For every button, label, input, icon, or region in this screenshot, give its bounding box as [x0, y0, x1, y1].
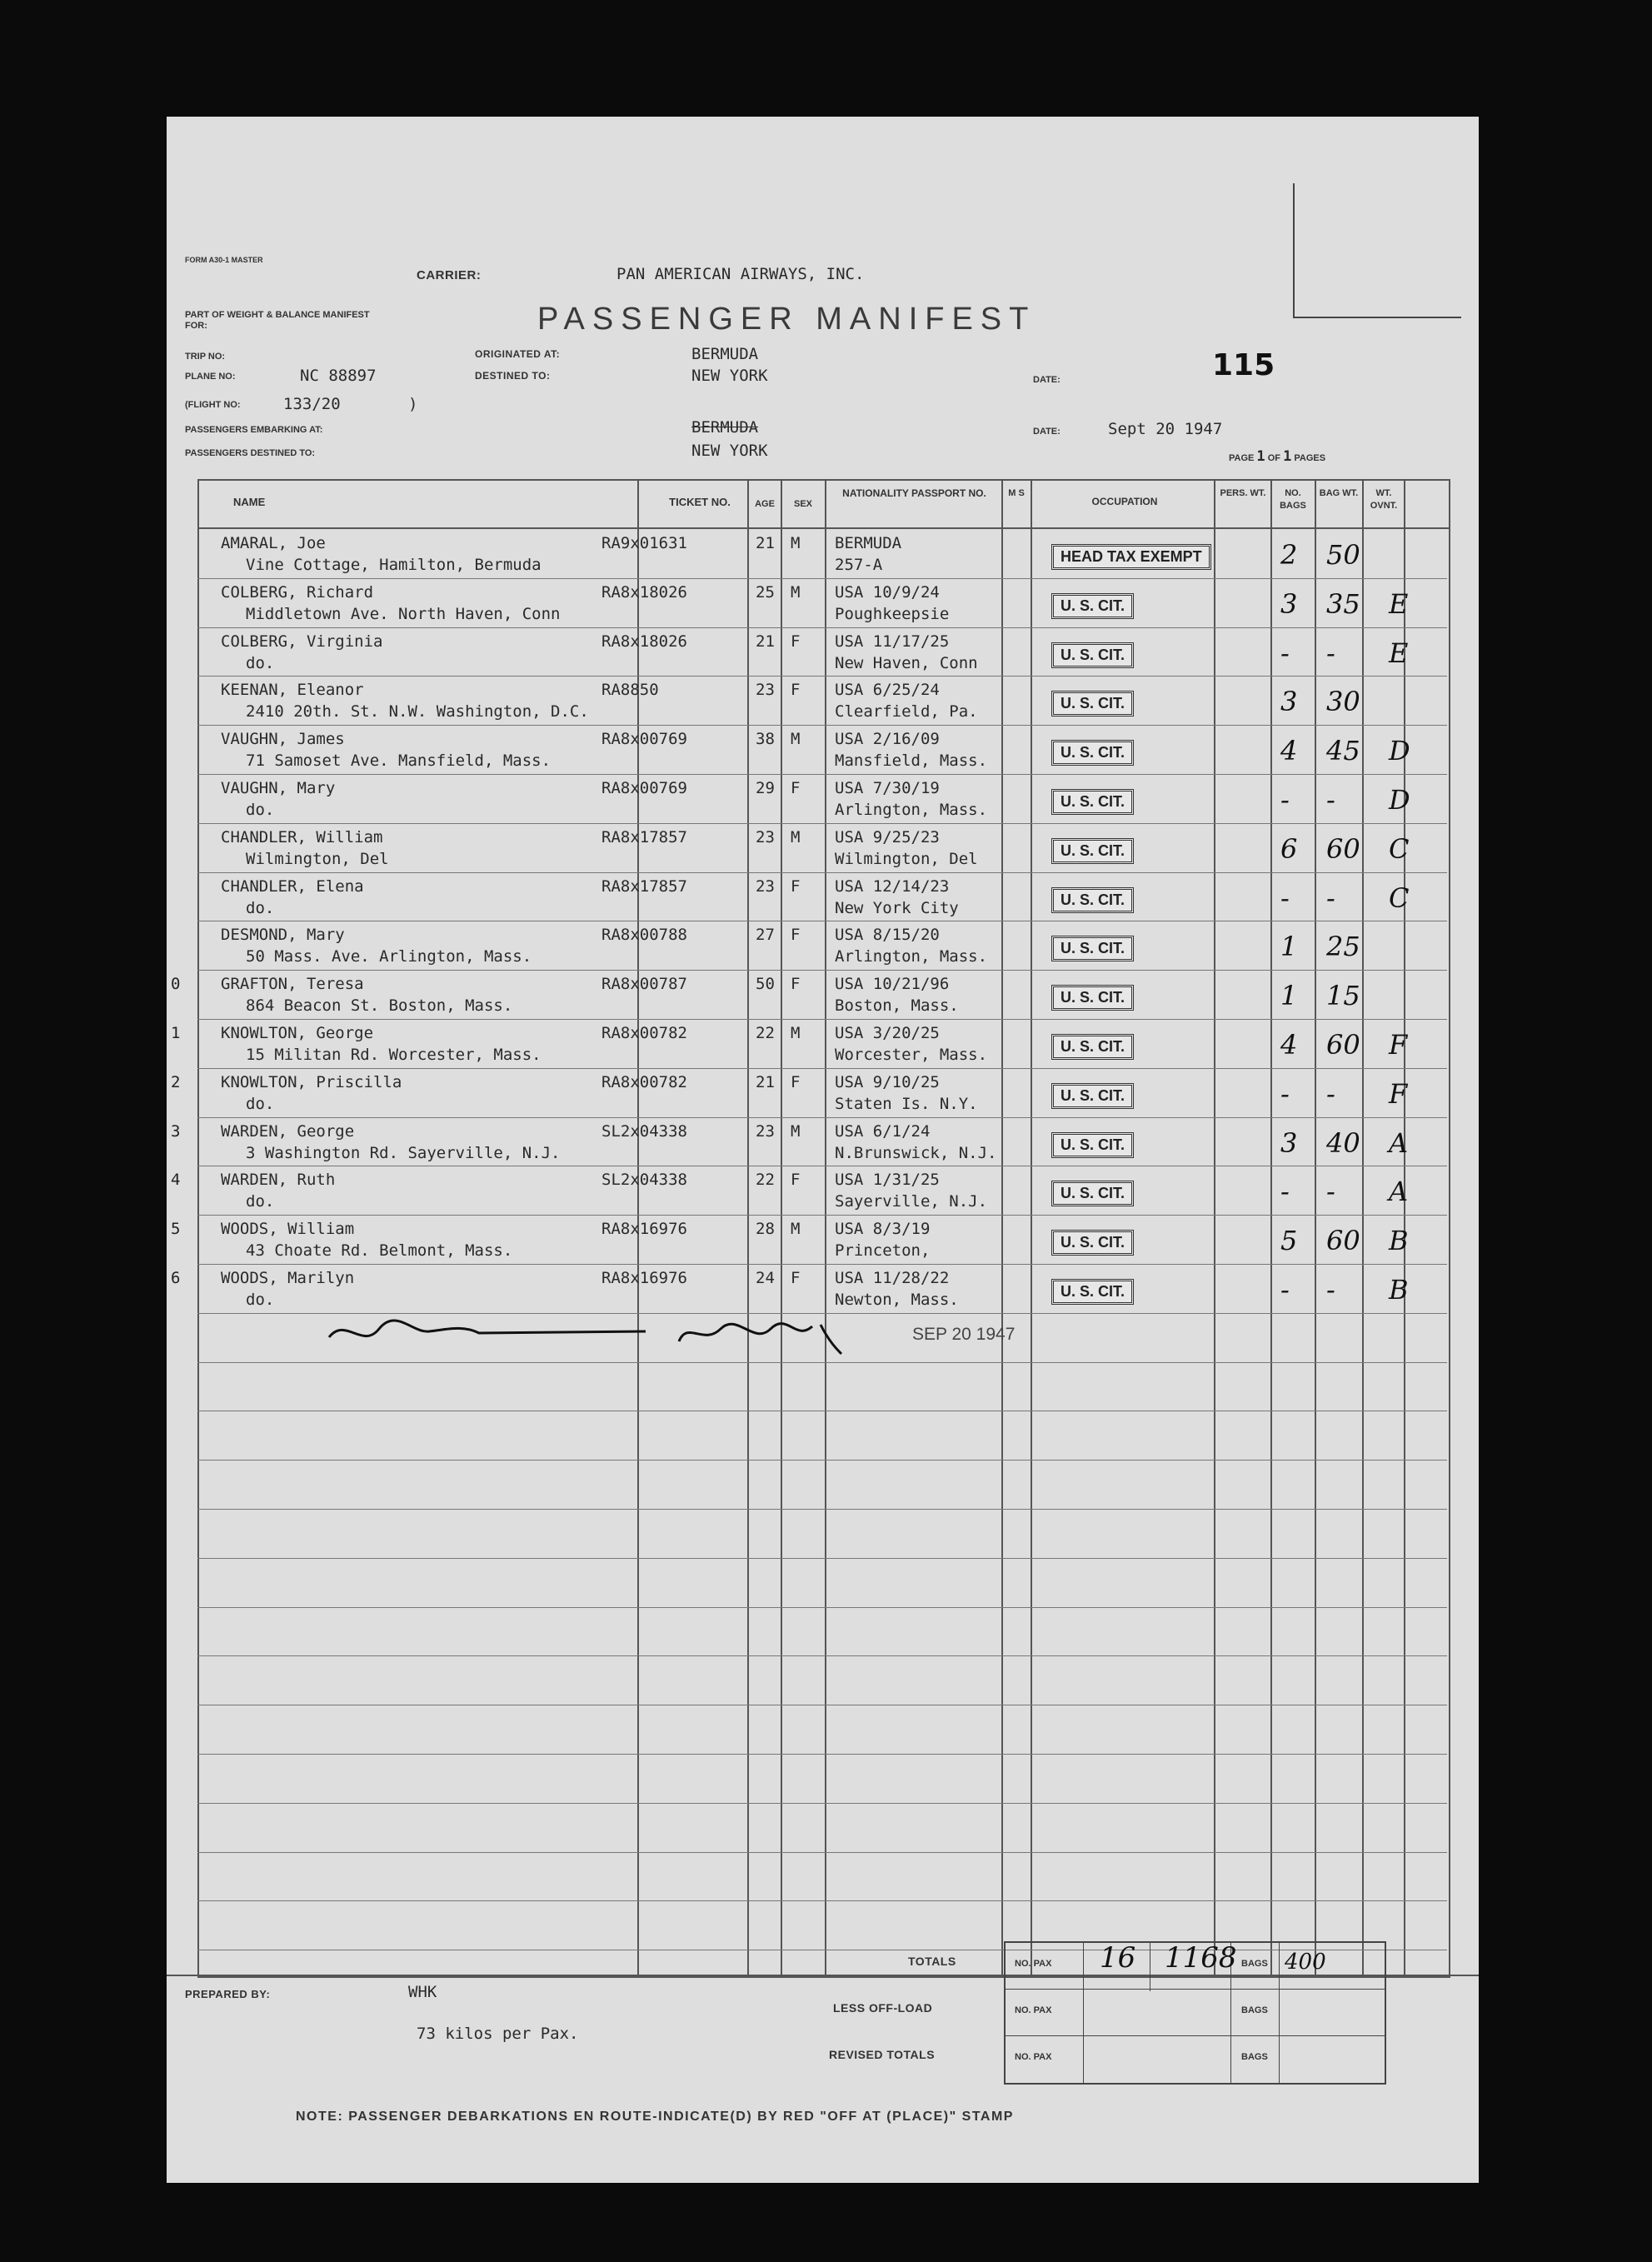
overnight-code: E: [1389, 587, 1409, 620]
birthplace: Staten Is. N.Y.: [835, 1094, 978, 1113]
no-pax-label-3: NO. PAX: [1015, 2052, 1052, 2062]
nationality: USA 12/14/23: [835, 876, 950, 896]
bag-count: -: [1280, 784, 1290, 816]
passenger-sex: F: [791, 926, 801, 945]
passenger-address: Vine Cottage, Hamilton, Bermuda: [246, 556, 542, 574]
passenger-age: 38: [756, 730, 775, 749]
row-number: 3: [171, 1121, 181, 1141]
prepared-label: PREPARED BY:: [185, 1988, 271, 2000]
birthplace: Newton, Mass.: [835, 1291, 959, 1309]
ticket-number: RA8x17857: [601, 827, 687, 846]
ticket-number: RA8x18026: [601, 632, 687, 651]
ticket-number: RA8x00769: [601, 730, 687, 749]
ticket-number: RA8x00769: [601, 779, 687, 797]
passenger-age: 23: [756, 876, 775, 896]
citizenship-stamp: U. S. CIT.: [1051, 1230, 1134, 1256]
birthplace: Wilmington, Del: [835, 849, 978, 868]
row-number: 5: [171, 1220, 181, 1239]
citizenship-stamp: U. S. CIT.: [1051, 740, 1134, 766]
overnight-code: D: [1389, 784, 1410, 816]
birthplace: Sayerville, N.J.: [835, 1192, 988, 1211]
passenger-name: KNOWLTON, George: [221, 1024, 374, 1042]
bag-weight: 35: [1326, 587, 1360, 620]
passenger-name: COLBERG, Virginia: [221, 632, 383, 651]
nationality: USA 3/20/25: [835, 1024, 940, 1042]
passenger-address: do.: [246, 653, 275, 672]
signature-date-stamp: SEP 20 1947: [912, 1325, 1016, 1344]
bag-count: 3: [1280, 587, 1298, 620]
passenger-address: 50 Mass. Ave. Arlington, Mass.: [246, 947, 532, 966]
ticket-number: RA8x16976: [601, 1220, 687, 1239]
bag-weight: -: [1326, 1176, 1335, 1208]
nationality: USA 2/16/09: [835, 730, 940, 749]
passenger-address: do.: [246, 1192, 275, 1211]
bag-weight: 40: [1326, 1126, 1360, 1159]
passenger-address: 15 Militan Rd. Worcester, Mass.: [246, 1046, 542, 1064]
nationality: USA 9/25/23: [835, 827, 940, 846]
bag-weight: 15: [1326, 980, 1360, 1012]
table-row: [197, 823, 1447, 871]
bag-weight: 60: [1326, 1225, 1360, 1257]
passenger-sex: M: [791, 534, 801, 552]
passenger-address: 2410 20th. St. N.W. Washington, D.C.: [246, 702, 589, 722]
table-rule-line: [197, 1558, 1447, 1559]
citizenship-stamp: U. S. CIT.: [1051, 1083, 1134, 1109]
passenger-age: 24: [756, 1269, 775, 1287]
passenger-address: Middletown Ave. North Haven, Conn: [246, 604, 561, 623]
passenger-name: WOODS, William: [221, 1220, 355, 1239]
col-header-name: NAME: [233, 496, 266, 508]
bags-label-1: BAGS: [1241, 1959, 1268, 1969]
passenger-sex: F: [791, 1269, 801, 1287]
form-code: FORM A30-1 MASTER: [185, 256, 263, 264]
bag-weight: 60: [1326, 832, 1360, 865]
bag-weight: -: [1326, 637, 1335, 669]
col-header-occupation: OCCUPATION: [1091, 496, 1158, 507]
passenger-name: VAUGHN, James: [221, 730, 345, 749]
table-rule-line: [197, 1803, 1447, 1804]
citizenship-stamp: U. S. CIT.: [1051, 936, 1134, 961]
corner-box: [1293, 183, 1461, 318]
table-rule-line: [197, 1460, 1447, 1461]
no-pax-label-2: NO. PAX: [1015, 2005, 1052, 2015]
passenger-sex: F: [791, 876, 801, 896]
birthplace: 257-A: [835, 556, 883, 574]
passenger-age: 29: [756, 779, 775, 797]
nationality: USA 7/30/19: [835, 779, 940, 797]
birthplace: N.Brunswick, N.J.: [835, 1143, 997, 1162]
passenger-name: WARDEN, George: [221, 1121, 355, 1141]
pages-label: PAGES: [1294, 453, 1326, 463]
ticket-number: RA9x01631: [601, 534, 687, 552]
overnight-code: B: [1389, 1225, 1409, 1257]
flight-no-paren: ): [408, 395, 418, 413]
passenger-name: GRAFTON, Teresa: [221, 975, 364, 994]
passenger-sex: F: [791, 975, 801, 994]
row-number: 4: [171, 1171, 181, 1190]
embarking-label: PASSENGERS EMBARKING AT:: [185, 425, 323, 435]
passenger-name: DESMOND, Mary: [221, 926, 345, 945]
overnight-code: D: [1389, 735, 1410, 767]
pages-total: 1: [1283, 448, 1292, 465]
bag-count: -: [1280, 1274, 1290, 1306]
birthplace: New Haven, Conn: [835, 653, 978, 672]
manifest-number: 115: [1212, 348, 1275, 382]
total-weight: 1168: [1165, 1941, 1237, 1975]
plane-no-value: NC 88897: [300, 367, 377, 385]
passenger-sex: F: [791, 632, 801, 651]
footer-note: NOTE: PASSENGER DEBARKATIONS EN ROUTE-INDICATE(D) BY RED "OFF AT (PLACE)" STAMP: [296, 2110, 1014, 2124]
manifest-sheet: [167, 117, 1479, 2183]
passenger-address: 71 Samoset Ave. Mansfield, Mass.: [246, 752, 551, 771]
overnight-code: C: [1389, 881, 1410, 914]
passenger-age: 25: [756, 582, 775, 602]
passenger-sex: F: [791, 681, 801, 700]
less-offload-label: LESS OFF-LOAD: [833, 2001, 933, 2015]
table-row: [197, 921, 1447, 969]
col-header-bag-wt: BAG WT.: [1319, 488, 1359, 498]
col-header-ms: M S: [1008, 488, 1025, 498]
signature: [321, 1308, 904, 1366]
nationality: USA 10/21/96: [835, 975, 950, 994]
row-number: 2: [171, 1072, 181, 1091]
bag-count: 5: [1280, 1225, 1298, 1257]
passenger-sex: M: [791, 1024, 801, 1042]
ticket-number: RA8x18026: [601, 582, 687, 602]
ticket-number: SL2x04338: [601, 1171, 687, 1190]
overnight-code: F: [1389, 1077, 1408, 1110]
col-header-wt-ovnt: WT. OVNT.: [1370, 488, 1398, 511]
embarking-value: BERMUDA: [691, 418, 759, 437]
table-row: [171, 1019, 1447, 1067]
bag-weight: 25: [1326, 931, 1360, 963]
prepared-by: WHK: [408, 1983, 437, 2001]
ticket-number: RA8x00787: [601, 975, 687, 994]
passenger-address: 3 Washington Rd. Sayerville, N.J.: [246, 1143, 561, 1162]
table-row: [197, 627, 1447, 676]
bags-label-2: BAGS: [1241, 2005, 1268, 2015]
originated-value: BERMUDA: [691, 345, 759, 363]
col-header-nationality: NATIONALITY PASSPORT NO.: [842, 487, 986, 499]
bag-count: 1: [1280, 980, 1298, 1012]
birthplace: Mansfield, Mass.: [835, 752, 988, 771]
bag-count: -: [1280, 881, 1290, 914]
citizenship-stamp: U. S. CIT.: [1051, 1132, 1134, 1158]
passenger-name: CHANDLER, William: [221, 827, 383, 846]
kilos-note: 73 kilos per Pax.: [417, 2025, 579, 2043]
birthplace: New York City: [835, 898, 959, 917]
nationality: USA 6/1/24: [835, 1121, 931, 1141]
bag-count: -: [1280, 1176, 1290, 1208]
passenger-name: COLBERG, Richard: [221, 582, 374, 602]
row-number: 0: [171, 975, 181, 994]
nationality: USA 1/31/25: [835, 1171, 940, 1190]
passenger-age: 22: [756, 1171, 775, 1190]
passenger-sex: M: [791, 730, 801, 749]
passenger-sex: M: [791, 1121, 801, 1141]
row-number: 1: [171, 1024, 181, 1042]
overnight-code: A: [1389, 1176, 1409, 1208]
passenger-address: do.: [246, 1291, 275, 1309]
passenger-name: VAUGHN, Mary: [221, 779, 336, 797]
passenger-age: 23: [756, 681, 775, 700]
totals-col-divider: [1083, 1941, 1084, 2083]
bag-count: 3: [1280, 1126, 1298, 1159]
birthplace: Poughkeepsie: [835, 604, 950, 623]
passenger-age: 23: [756, 1121, 775, 1141]
table-row: [171, 1166, 1447, 1214]
citizenship-stamp: U. S. CIT.: [1051, 887, 1134, 913]
nationality: USA 10/9/24: [835, 582, 940, 602]
citizenship-stamp: HEAD TAX EXEMPT: [1051, 544, 1211, 570]
overnight-code: F: [1389, 1029, 1408, 1061]
passenger-sex: F: [791, 779, 801, 797]
flight-no-value: 133/20: [283, 395, 341, 413]
page-indicator: [1229, 448, 1325, 465]
nationality: USA 11/28/22: [835, 1269, 950, 1287]
totals-row-divider: [1004, 2035, 1385, 2036]
table-rule-line: [197, 1900, 1447, 1901]
passenger-age: 28: [756, 1220, 775, 1239]
birthplace: Worcester, Mass.: [835, 1046, 988, 1064]
passenger-address: do.: [246, 898, 275, 917]
bag-count: 1: [1280, 931, 1298, 963]
nationality: USA 8/3/19: [835, 1220, 931, 1239]
citizenship-stamp: U. S. CIT.: [1051, 789, 1134, 815]
table-row: [171, 1068, 1447, 1116]
table-row: [197, 676, 1447, 724]
bag-count: 2: [1280, 539, 1298, 571]
passenger-sex: F: [791, 1072, 801, 1091]
table-row: [171, 970, 1447, 1018]
overnight-code: B: [1389, 1274, 1409, 1306]
bag-weight: 50: [1326, 539, 1360, 571]
passenger-sex: M: [791, 1220, 801, 1239]
page-label: PAGE: [1229, 453, 1255, 463]
ticket-number: RA8x00782: [601, 1024, 687, 1042]
signature-scribble-icon: [321, 1308, 904, 1358]
table-rule-line: [197, 1754, 1447, 1755]
nationality: USA 11/17/25: [835, 632, 950, 651]
passenger-address: Wilmington, Del: [246, 849, 389, 868]
nationality: USA 9/10/25: [835, 1072, 940, 1091]
table-row: [197, 529, 1447, 577]
citizenship-stamp: U. S. CIT.: [1051, 593, 1134, 619]
table-rule-line: [197, 1852, 1447, 1853]
page-number: 1: [1256, 448, 1265, 465]
birthplace: Boston, Mass.: [835, 996, 959, 1016]
bag-count: -: [1280, 1077, 1290, 1110]
no-pax-label-1: NO. PAX: [1015, 1959, 1052, 1969]
birthplace: Arlington, Mass.: [835, 947, 988, 966]
birthplace: Arlington, Mass.: [835, 801, 988, 819]
bag-count: 4: [1280, 735, 1298, 767]
passenger-address: 43 Choate Rd. Belmont, Mass.: [246, 1241, 513, 1261]
table-row: [197, 774, 1447, 822]
ticket-number: RA8x00788: [601, 926, 687, 945]
date2-value: Sept 20 1947: [1108, 420, 1223, 438]
bag-weight: -: [1326, 1274, 1335, 1306]
passenger-age: 22: [756, 1024, 775, 1042]
overnight-code: C: [1389, 832, 1410, 865]
carrier-name: PAN AMERICAN AIRWAYS, INC.: [616, 265, 865, 283]
citizenship-stamp: U. S. CIT.: [1051, 1279, 1134, 1305]
table-rule-line: [197, 1607, 1447, 1608]
plane-no-label: PLANE NO:: [185, 372, 236, 382]
date2-label: DATE:: [1033, 427, 1061, 437]
ticket-number: RA8x17857: [601, 876, 687, 896]
revised-totals-label: REVISED TOTALS: [829, 2048, 936, 2061]
passenger-sex: M: [791, 582, 801, 602]
total-bags: 400: [1285, 1950, 1326, 1975]
ticket-number: RA8x00782: [601, 1072, 687, 1091]
part-of-label: PART OF WEIGHT & BALANCE MANIFEST FOR:: [185, 310, 370, 331]
bags-label-3: BAGS: [1241, 2052, 1268, 2062]
nationality: BERMUDA: [835, 534, 902, 552]
table-rule-line: [197, 1655, 1447, 1656]
passenger-age: 50: [756, 975, 775, 994]
destined-label: DESTINED TO:: [475, 370, 551, 382]
citizenship-stamp: U. S. CIT.: [1051, 985, 1134, 1011]
overnight-code: A: [1389, 1126, 1409, 1159]
table-row: [197, 578, 1447, 627]
table-row: [197, 725, 1447, 773]
bag-weight: -: [1326, 784, 1335, 816]
nationality: USA 6/25/24: [835, 681, 940, 700]
passenger-age: 21: [756, 1072, 775, 1091]
citizenship-stamp: U. S. CIT.: [1051, 691, 1134, 717]
bag-weight: 30: [1326, 686, 1360, 718]
bag-weight: 45: [1326, 735, 1360, 767]
bag-weight: -: [1326, 881, 1335, 914]
citizenship-stamp: U. S. CIT.: [1051, 642, 1134, 668]
overnight-code: E: [1389, 637, 1409, 669]
passenger-address: do.: [246, 801, 275, 819]
passenger-name: WOODS, Marilyn: [221, 1269, 355, 1287]
citizenship-stamp: U. S. CIT.: [1051, 838, 1134, 864]
trip-no-label: TRIP NO:: [185, 352, 226, 362]
totals-col-divider: [1279, 1941, 1280, 2083]
bag-weight: -: [1326, 1077, 1335, 1110]
bag-count: 4: [1280, 1029, 1298, 1061]
destined-pax-value: NEW YORK: [691, 442, 768, 460]
flight-no-label: (FLIGHT NO:: [185, 400, 241, 410]
col-header-sex: SEX: [793, 499, 812, 509]
row-number: 6: [171, 1269, 181, 1287]
passenger-sex: M: [791, 827, 801, 846]
passenger-age: 27: [756, 926, 775, 945]
passenger-name: CHANDLER, Elena: [221, 876, 364, 896]
col-header-no-bags: NO. BAGS: [1280, 488, 1306, 511]
passenger-age: 21: [756, 632, 775, 651]
total-pax: 16: [1100, 1941, 1136, 1975]
passenger-name: WARDEN, Ruth: [221, 1171, 336, 1190]
date-label: DATE:: [1033, 375, 1061, 385]
passenger-name: AMARAL, Joe: [221, 534, 326, 552]
birthplace: Clearfield, Pa.: [835, 702, 978, 722]
of-label: OF: [1267, 453, 1281, 463]
totals-row-divider: [1004, 1989, 1385, 1990]
totals-label: TOTALS: [908, 1955, 956, 1968]
passenger-age: 21: [756, 534, 775, 552]
bag-count: -: [1280, 637, 1290, 669]
page-title: PASSENGER MANIFEST: [537, 302, 1036, 337]
originated-label: ORIGINATED AT:: [475, 348, 561, 360]
ticket-number: RA8x16976: [601, 1269, 687, 1287]
col-header-age: AGE: [755, 499, 775, 509]
passenger-name: KNOWLTON, Priscilla: [221, 1072, 402, 1091]
table-row: [197, 872, 1447, 921]
table-row: [171, 1264, 1447, 1312]
carrier-label: CARRIER:: [417, 268, 482, 282]
bag-weight: 60: [1326, 1029, 1360, 1061]
passenger-sex: F: [791, 1171, 801, 1190]
citizenship-stamp: U. S. CIT.: [1051, 1181, 1134, 1206]
table-row: [171, 1215, 1447, 1263]
ticket-number: SL2x04338: [601, 1121, 687, 1141]
passenger-name: KEENAN, Eleanor: [221, 681, 364, 700]
ticket-number: RA8850: [601, 681, 659, 700]
table-row: [171, 1117, 1447, 1166]
passenger-age: 23: [756, 827, 775, 846]
col-header-ticket: TICKET NO.: [669, 496, 731, 508]
table-rule-line: [197, 1509, 1447, 1510]
bag-count: 3: [1280, 686, 1298, 718]
birthplace: Princeton,: [835, 1241, 931, 1261]
passenger-address: 864 Beacon St. Boston, Mass.: [246, 996, 513, 1016]
nationality: USA 8/15/20: [835, 926, 940, 945]
destined-value: NEW YORK: [691, 367, 768, 385]
citizenship-stamp: U. S. CIT.: [1051, 1034, 1134, 1060]
bag-count: 6: [1280, 832, 1298, 865]
passenger-address: do.: [246, 1094, 275, 1113]
destined-pax-label: PASSENGERS DESTINED TO:: [185, 448, 316, 458]
col-header-pers-wt: PERS. WT.: [1220, 488, 1266, 498]
